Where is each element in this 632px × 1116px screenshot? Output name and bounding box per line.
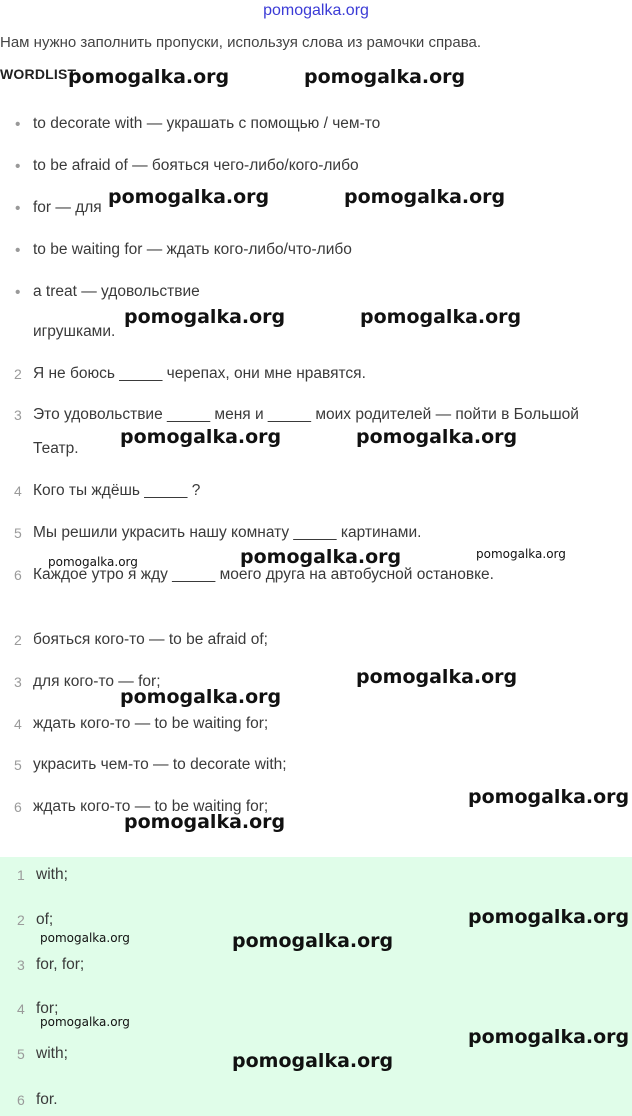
answer-number: 4 <box>17 1001 25 1017</box>
explanation-number: 5 <box>14 757 22 773</box>
answer-number: 6 <box>17 1092 25 1108</box>
explanation-line: ждать кого-то — to be waiting for; <box>33 715 269 732</box>
bullet-icon: • <box>15 116 21 133</box>
exercise-line: Я не боюсь _____ черепах, они мне нравятся. <box>33 365 366 382</box>
exercise-number: 5 <box>14 525 22 541</box>
watermark: pomogalka.org <box>344 186 506 208</box>
explanation-line: для кого-то — for; <box>33 673 161 690</box>
answer-line: of; <box>36 911 54 928</box>
exercise-number: 3 <box>14 407 22 423</box>
answer-number: 5 <box>17 1046 25 1062</box>
watermark: pomogalka.org <box>120 686 282 708</box>
watermark: pomogalka.org <box>468 906 630 928</box>
answer-line: for. <box>36 1091 58 1108</box>
wordlist-item: to be afraid of — бояться чего-либо/кого-либо <box>33 157 359 174</box>
answer-number: 1 <box>17 867 25 883</box>
bullet-icon: • <box>15 158 21 175</box>
watermark: pomogalka.org <box>48 555 138 569</box>
watermark: pomogalka.org <box>240 546 402 568</box>
instruction-text: Нам нужно заполнить пропуски, используя слова из рамочки справа. <box>0 34 482 51</box>
watermark: pomogalka.org <box>124 811 286 833</box>
exercise-line: Кого ты ждёшь _____ ? <box>33 482 201 499</box>
bullet-icon: • <box>15 242 21 259</box>
site-link[interactable]: pomogalka.org <box>263 2 369 19</box>
watermark: pomogalka.org <box>356 666 518 688</box>
exercise-line: Каждое утро я жду _____ моего друга на автобусной остановке. <box>33 566 494 583</box>
watermark: pomogalka.org <box>232 1050 394 1072</box>
explanation-line: ждать кого-то — to be waiting for; <box>33 798 269 815</box>
exercise-line: Это удовольствие _____ меня и _____ моих родителей — пойти в Большой <box>33 406 579 423</box>
wordlist-item: a treat — удовольствие <box>33 283 200 300</box>
watermark: pomogalka.org <box>476 547 566 561</box>
bullet-icon: • <box>15 200 21 217</box>
exercise-line: Мы решили украсить нашу комнату _____ картинами. <box>33 524 422 541</box>
watermark: pomogalka.org <box>468 786 630 808</box>
watermark: pomogalka.org <box>68 66 230 88</box>
explanation-number: 2 <box>14 632 22 648</box>
watermark: pomogalka.org <box>40 1015 130 1029</box>
answer-line: for, for; <box>36 956 85 973</box>
watermark: pomogalka.org <box>120 426 282 448</box>
bullet-icon: • <box>15 284 21 301</box>
explanation-number: 3 <box>14 674 22 690</box>
answer-line: with; <box>36 866 68 883</box>
answers-panel <box>0 857 632 1116</box>
explanation-line: бояться кого-то — to be afraid of; <box>33 631 268 648</box>
exercise-number: 4 <box>14 483 22 499</box>
watermark: pomogalka.org <box>304 66 466 88</box>
watermark: pomogalka.org <box>468 1026 630 1048</box>
exercise-number: 2 <box>14 366 22 382</box>
watermark: pomogalka.org <box>232 930 394 952</box>
answer-line: for; <box>36 1000 59 1017</box>
exercise-number: 6 <box>14 567 22 583</box>
watermark: pomogalka.org <box>40 931 130 945</box>
exercise-line: игрушками. <box>33 323 116 340</box>
wordlist-item: for — для <box>33 199 102 216</box>
explanation-number: 6 <box>14 799 22 815</box>
wordlist-label: WORDLIST <box>0 66 77 82</box>
explanation-number: 4 <box>14 716 22 732</box>
answer-number: 3 <box>17 957 25 973</box>
watermark: pomogalka.org <box>108 186 270 208</box>
wordlist-item: to decorate with — украшать с помощью / чем-то <box>33 115 381 132</box>
watermark: pomogalka.org <box>356 426 518 448</box>
answer-number: 2 <box>17 912 25 928</box>
explanation-line: украсить чем-то — to decorate with; <box>33 756 287 773</box>
exercise-line-cont: Театр. <box>33 440 79 457</box>
answer-line: with; <box>36 1045 68 1062</box>
wordlist-item: to be waiting for — ждать кого-либо/что-либо <box>33 241 352 258</box>
watermark: pomogalka.org <box>124 306 286 328</box>
watermark: pomogalka.org <box>360 306 522 328</box>
